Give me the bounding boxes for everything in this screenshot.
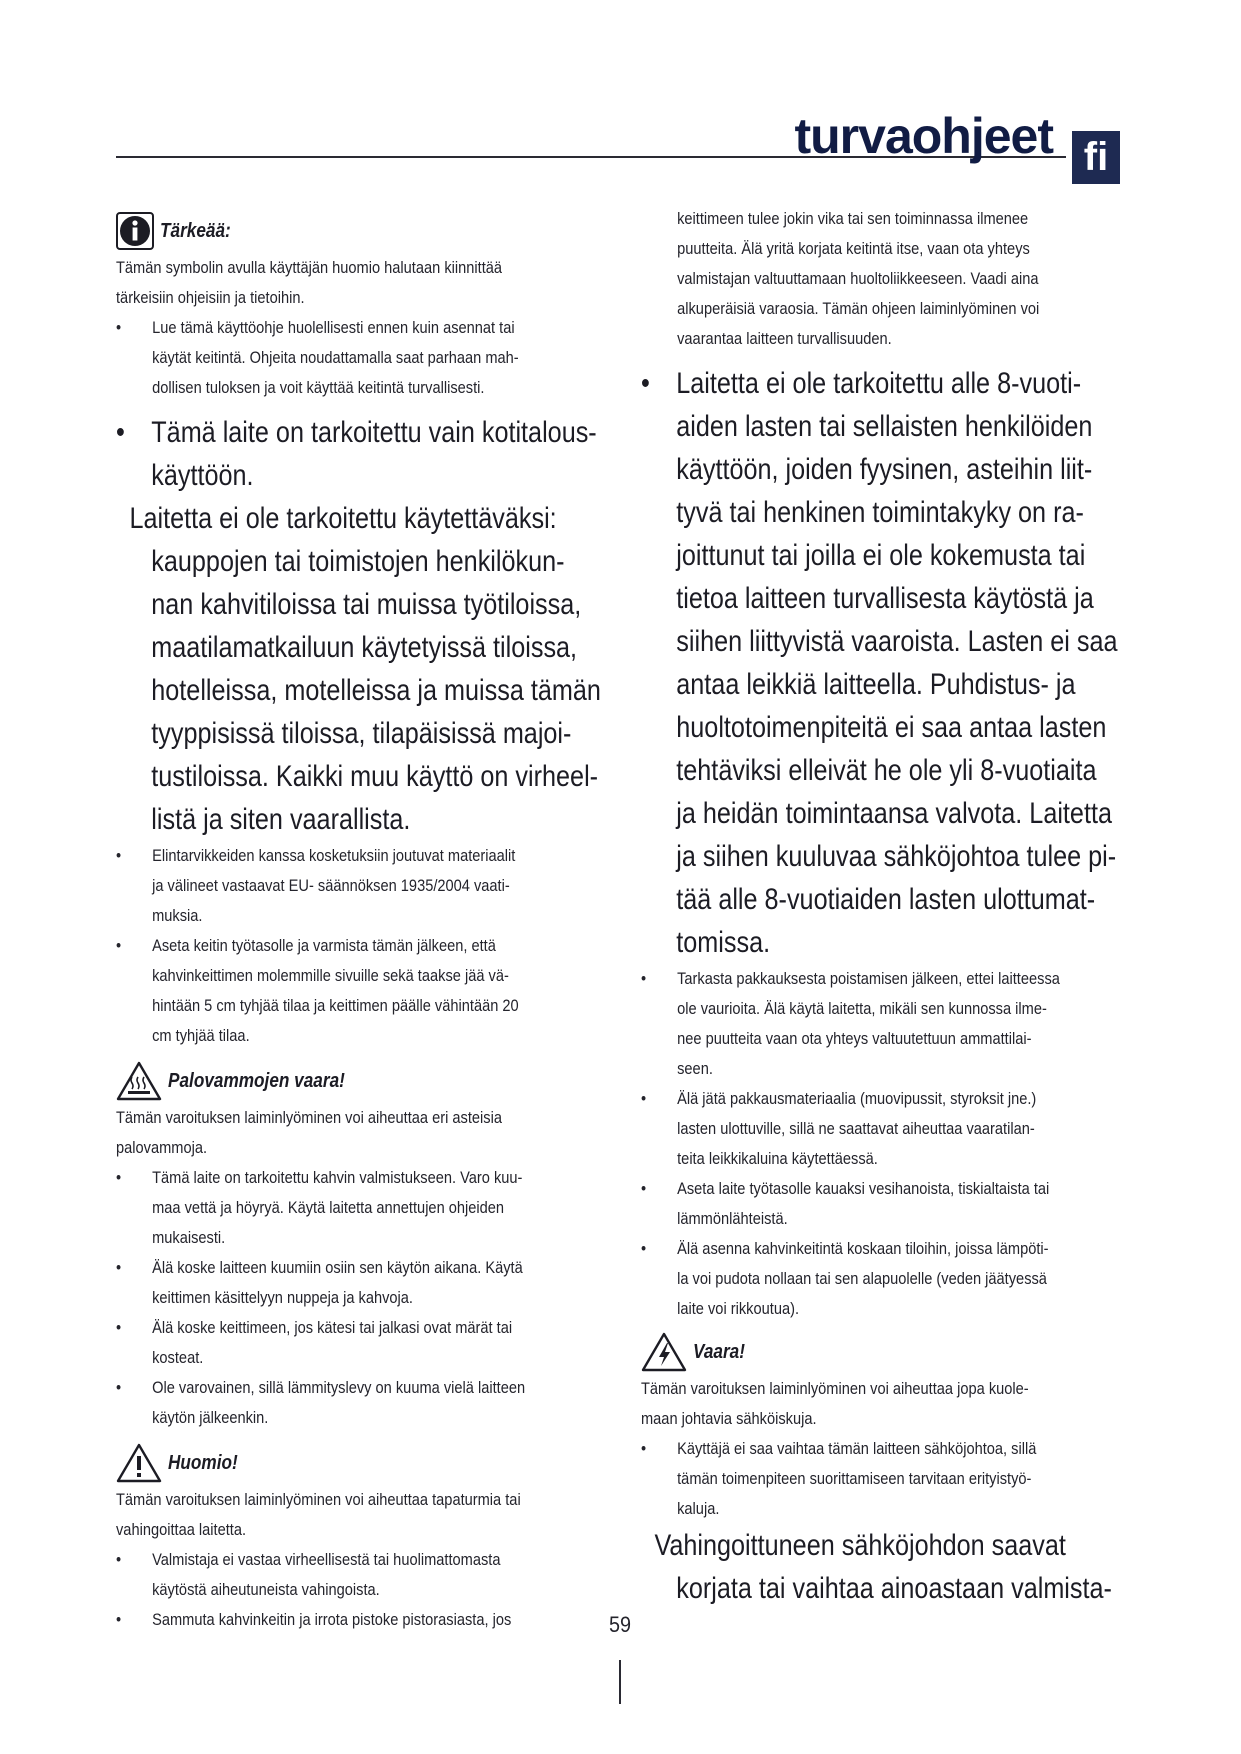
- burns-heading: [116, 1059, 606, 1103]
- frost-line-2: la voi pudota nollaan tai sen alapuolelle (veden jäätyessä: [677, 1269, 1047, 1288]
- not-intended-line-3: nan kahvitiloissa tai muissa työtiloissa,: [151, 588, 582, 621]
- repair-continued-line-3: valmistajan valtuuttamaan huoltoliikkeeseen. Vaadi aina: [677, 269, 1039, 288]
- packaging-line-3: teita leikkikaluina käytettäessä.: [677, 1149, 878, 1168]
- danger-bullet-1-line-3: kaluja.: [677, 1499, 720, 1518]
- caution-title: Huomio!: [168, 1451, 238, 1474]
- important-intro-1: Tämän symbolin avulla käyttäjän huomio halutaan kiinnittää: [116, 258, 503, 277]
- burns-intro-1: Tämän varoituksen laiminlyöminen voi aiheuttaa eri asteisia: [116, 1108, 503, 1127]
- repair-continued-line-4: alkuperäisiä varaosia. Tämän ohjeen laiminlyöminen voi: [677, 299, 1040, 318]
- burns-bullet-3-line-1: • Älä koske keittimeen, jos kätesi tai jalkasi ovat märät tai: [116, 1313, 605, 1343]
- not-intended-line-1: Laitetta ei ole tarkoitettu käytettäväksi:: [129, 502, 557, 535]
- page-number-line: [619, 1660, 621, 1704]
- inspect-line-4: seen.: [677, 1059, 713, 1078]
- repair-continued-line-2: puutteita. Älä yritä korjata keitintä itse, vaan ota yhteys: [677, 239, 1030, 258]
- page-title: turvaohjeet: [794, 108, 1053, 164]
- children-line-3: käyttöön, joiden fyysinen, asteihin liit-: [676, 453, 1093, 486]
- important-intro-2: tärkeisiin ohjeisiin ja tietoihin.: [116, 288, 305, 307]
- caution-bullet-1-line-2: käytöstä aiheutuneista vahingoista.: [152, 1580, 380, 1599]
- not-intended-line-7: tustiloissa. Kaikki muu käyttö on virheel-: [151, 760, 599, 793]
- important-bullet-1-line-3: dollisen tuloksen ja voit käyttää keitintä turvallisesti.: [152, 378, 485, 397]
- not-intended-line-2: kauppojen tai toimistojen henkilökun-: [151, 545, 565, 578]
- danger-intro-1: Tämän varoituksen laiminlyöminen voi aiheuttaa jopa kuole-: [641, 1379, 1029, 1398]
- danger-heading: [641, 1330, 1127, 1374]
- children-line-10: tehtäviksi elleivät he ole yli 8-vuotiaita: [676, 754, 1097, 787]
- right-column: [641, 204, 1127, 1610]
- danger-intro-2: maan johtavia sähköiskuja.: [641, 1409, 817, 1428]
- children-line-4: tyvä tai henkinen toimintakyky on ra-: [676, 496, 1084, 529]
- danger-bullet-1-line-1: • Käyttäjä ei saa vaihtaa tämän laitteen sähköjohtoa, sillä: [641, 1434, 1126, 1464]
- burns-bullet-2-line-2: keittimen käsittelyyn nuppeja ja kahvoja.: [152, 1288, 413, 1307]
- danger-bullet-1-line-2: tämän toimenpiteen suorittamiseen tarvitaan erityistyö-: [677, 1469, 1032, 1488]
- children-line-7: siihen liittyvistä vaaroista. Lasten ei saa: [676, 625, 1118, 658]
- inspect-line-1: • Tarkasta pakkauksesta poistamisen jälkeen, ettei laitteessa: [641, 964, 1126, 994]
- left-column: [116, 209, 606, 1635]
- burns-bullet-4-line-2: käytön jälkeenkin.: [152, 1408, 269, 1427]
- children-line-6: tietoa laitteen turvallisesta käytöstä ja: [676, 582, 1094, 615]
- away-from-water-line-1: • Aseta laite työtasolle kauaksi vesihanoista, tiskialtaista tai: [641, 1174, 1126, 1204]
- electric-shock-warning-icon: [641, 1332, 687, 1372]
- frost-line-1: • Älä asenna kahvinkeitintä koskaan tiloihin, joissa lämpöti-: [641, 1234, 1126, 1264]
- children-line-11: ja heidän toimintaansa valvota. Laitetta: [676, 797, 1112, 830]
- frost-line-3: laite voi rikkoutua).: [677, 1299, 800, 1318]
- caution-intro-2: vahingoittaa laitetta.: [116, 1520, 247, 1539]
- damaged-cord-line-2: korjata tai vaihtaa ainoastaan valmista-: [676, 1572, 1112, 1605]
- packaging-line-1: • Älä jätä pakkausmateriaalia (muovipussit, styroksit jne.): [641, 1084, 1126, 1114]
- placement-line-3: hintään 5 cm tyhjää tilaa ja keittimen päälle vähintään 20: [152, 996, 519, 1015]
- info-icon: [116, 212, 154, 250]
- children-line-9: huoltotoimenpiteitä ei saa antaa lasten: [676, 711, 1107, 744]
- packaging-line-2: lasten ulottuville, sillä ne saattavat aiheuttaa vaaratilan-: [677, 1119, 1035, 1138]
- not-intended-line-6: tyyppisissä tiloissa, tilapäisissä majoi-: [151, 717, 572, 750]
- burns-title: Palovammojen vaara!: [168, 1069, 345, 1092]
- household-use-line-2: käyttöön.: [151, 459, 254, 492]
- danger-title: Vaara!: [693, 1340, 745, 1363]
- caution-intro-1: Tämän varoituksen laiminlyöminen voi aiheuttaa tapaturmia tai: [116, 1490, 521, 1509]
- hot-surface-warning-icon: [116, 1061, 162, 1101]
- burns-bullet-4-line-1: • Ole varovainen, sillä lämmityslevy on kuuma vielä laitteen: [116, 1373, 605, 1403]
- food-contact-line-3: muksia.: [152, 906, 203, 925]
- away-from-water-line-2: lämmönlähteistä.: [677, 1209, 788, 1228]
- burns-bullet-1-line-3: mukaisesti.: [152, 1228, 226, 1247]
- damaged-cord-line-1: Vahingoittuneen sähköjohdon saavat: [654, 1529, 1066, 1562]
- page-number: 59: [608, 1612, 632, 1637]
- caution-warning-icon: [116, 1443, 162, 1483]
- household-use-line-1: • Tämä laite on tarkoitettu vain kotitalous-: [116, 411, 606, 454]
- placement-line-4: cm tyhjää tilaa.: [152, 1026, 250, 1045]
- inspect-line-3: nee puutteita vaan ota yhteys valtuutettuun ammattilai-: [677, 1029, 1032, 1048]
- caution-heading: [116, 1441, 606, 1485]
- inspect-line-2: ole vaurioita. Älä käytä laitetta, mikäli sen kunnossa ilme-: [677, 999, 1047, 1018]
- food-contact-line-1: • Elintarvikkeiden kanssa kosketuksiin joutuvat materiaalit: [116, 841, 605, 871]
- placement-line-1: • Aseta keitin työtasolle ja varmista tämän jälkeen, että: [116, 931, 605, 961]
- caution-bullet-1-line-1: • Valmistaja ei vastaa virheellisestä tai huolimattomasta: [116, 1545, 605, 1575]
- important-title: Tärkeää:: [160, 219, 231, 242]
- not-intended-line-4: maatilamatkailuun käytetyissä tiloissa,: [151, 631, 578, 664]
- burns-bullet-3-line-2: kosteat.: [152, 1348, 204, 1367]
- not-intended-line-8: listä ja siten vaarallista.: [151, 803, 411, 836]
- not-intended-line-5: hotelleissa, motelleissa ja muissa tämän: [151, 674, 601, 707]
- children-line-8: antaa leikkiä laitteella. Puhdistus- ja: [676, 668, 1076, 701]
- children-line-14: tomissa.: [676, 926, 771, 959]
- repair-continued-line-5: vaarantaa laitteen turvallisuuden.: [677, 329, 892, 348]
- burns-bullet-2-line-1: • Älä koske laitteen kuumiin osiin sen käytön aikana. Käytä: [116, 1253, 605, 1283]
- children-line-1: • Laitetta ei ole tarkoitettu alle 8-vuoti-: [641, 362, 1127, 405]
- food-contact-line-2: ja välineet vastaavat EU- säännöksen 1935/2004 vaati-: [152, 876, 510, 895]
- children-line-2: aiden lasten tai sellaisten henkilöiden: [676, 410, 1093, 443]
- burns-bullet-1-line-1: • Tämä laite on tarkoitettu kahvin valmistukseen. Varo kuu-: [116, 1163, 605, 1193]
- repair-continued-line-1: keittimeen tulee jokin vika tai sen toiminnassa ilmenee: [677, 209, 1029, 228]
- important-bullet-1-line-2: käytät keitintä. Ohjeita noudattamalla saat parhaan mah-: [152, 348, 519, 367]
- children-line-12: ja siihen kuuluvaa sähköjohtoa tulee pi-: [676, 840, 1117, 873]
- burns-bullet-1-line-2: maa vettä ja höyryä. Käytä laitetta annettujen ohjeiden: [152, 1198, 505, 1217]
- placement-line-2: kahvinkeittimen molemmille sivuille sekä taakse jää vä-: [152, 966, 509, 985]
- burns-intro-2: palovammoja.: [116, 1138, 208, 1157]
- language-tab: fi: [1072, 131, 1120, 184]
- children-line-5: joittunut tai joilla ei ole kokemusta tai: [676, 539, 1086, 572]
- important-heading: [116, 209, 606, 253]
- important-bullet-1-line-1: • Lue tämä käyttöohje huolellisesti ennen kuin asennat tai: [116, 313, 605, 343]
- children-line-13: tää alle 8-vuotiaiden lasten ulottumat-: [676, 883, 1096, 916]
- caution-bullet-2-line-1: • Sammuta kahvinkeitin ja irrota pistoke pistorasiasta, jos: [116, 1605, 605, 1635]
